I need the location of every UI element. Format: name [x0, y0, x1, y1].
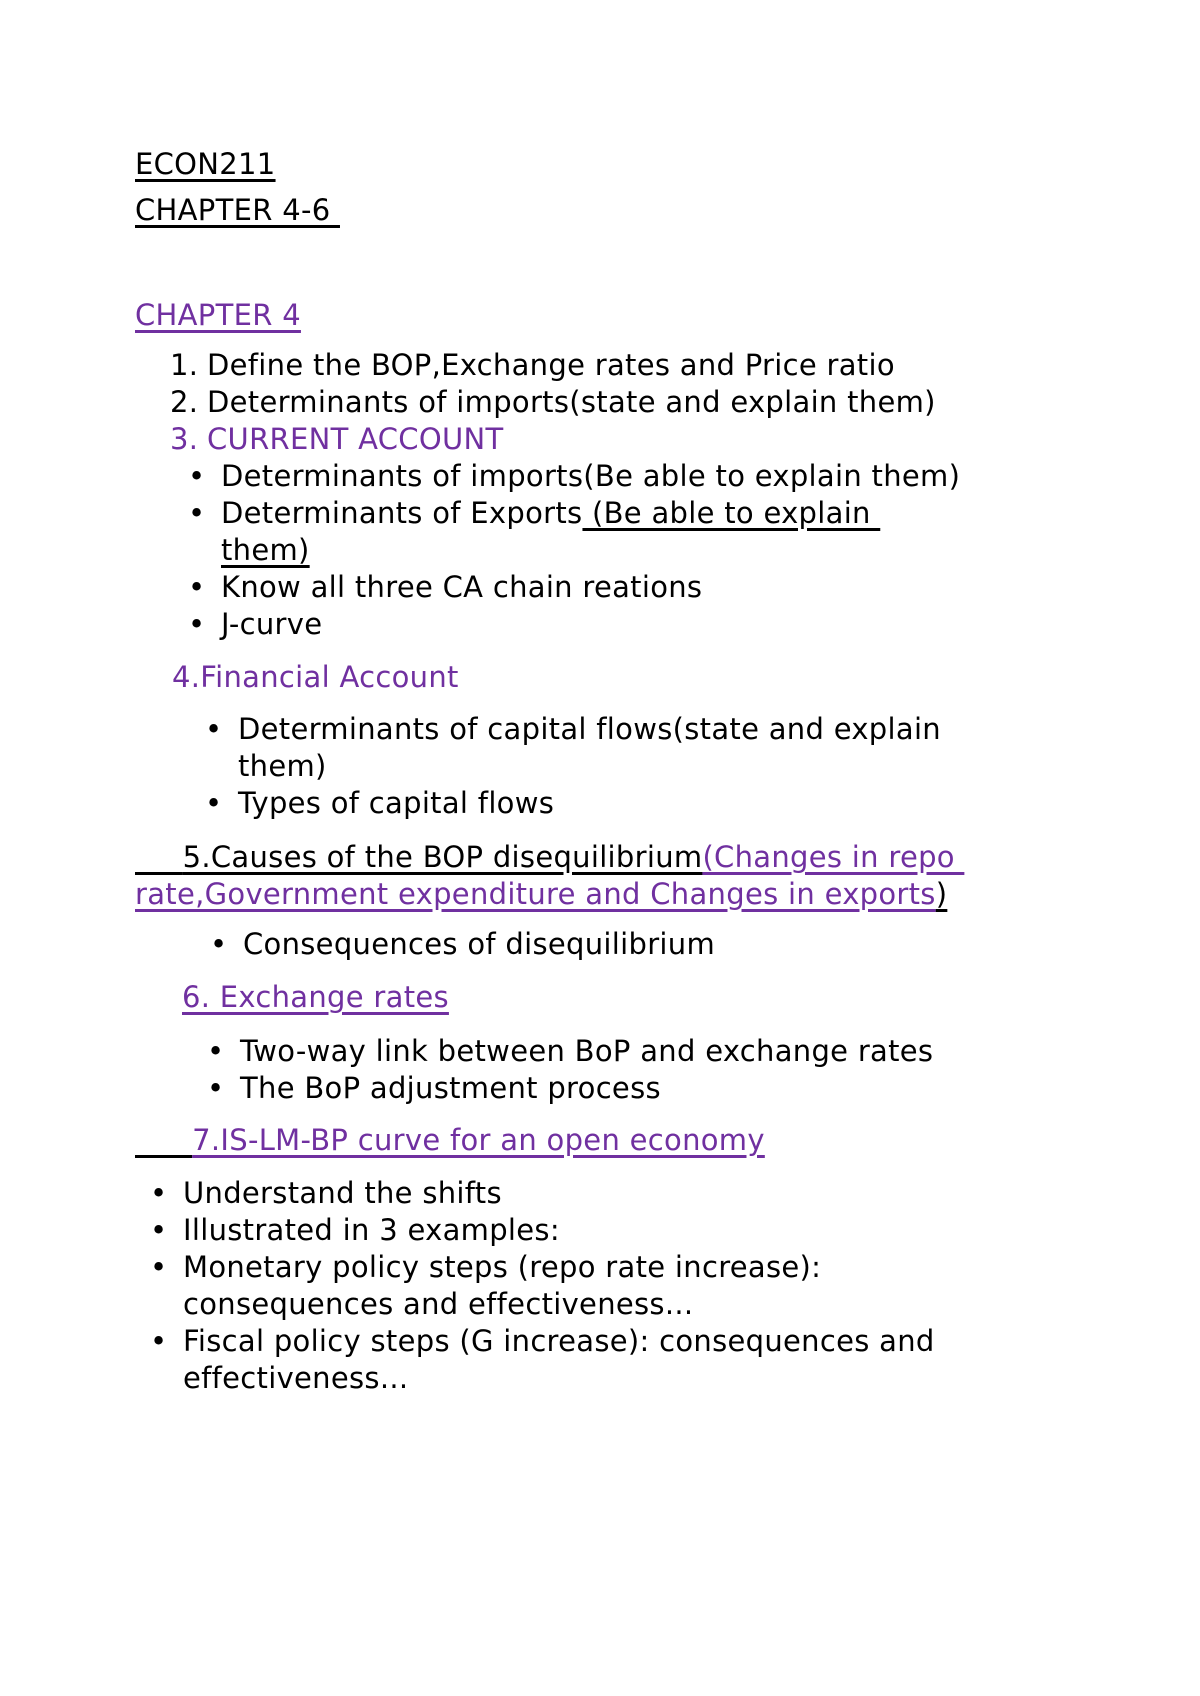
financial-account-heading [172, 659, 1090, 696]
bullet-text-line2: effectiveness... [183, 1361, 409, 1395]
bullet-text-line1: Determinants of capital flows(state and explain [238, 712, 941, 746]
bullet-text: Understand the shifts [183, 1176, 502, 1210]
islmbp-heading-text: 7.IS-LM-BP curve for an open economy [192, 1123, 765, 1157]
bullet-text: J-curve [221, 607, 323, 641]
bullet-text: Determinants of imports(Be able to explain them) [221, 459, 961, 493]
bullet-text-line2: consequences and effectiveness... [183, 1287, 694, 1321]
bullet-icon: • [188, 570, 206, 604]
bullet-item-fiscal-policy [150, 1323, 1090, 1397]
bullet-item-capital-flows-determinants [205, 711, 1090, 785]
exchange-rates-heading [182, 979, 1090, 1016]
bullet-text: Types of capital flows [238, 786, 555, 820]
causes-heading-purple-text-wrap: rate,Government expenditure and Changes in exports [135, 877, 936, 911]
bullet-icon: • [188, 496, 206, 530]
bullet-item-bop-adjustment [207, 1070, 1090, 1107]
item-number: 3. [170, 422, 199, 456]
item-text: Determinants of imports(state and explain them) [207, 385, 936, 419]
bullet-text-line1: Fiscal policy steps (G increase): consequences and [183, 1324, 935, 1358]
bullet-text: Illustrated in 3 examples: [183, 1213, 560, 1247]
bullet-text-underlined: (Be able to explain [582, 496, 881, 530]
bullet-text-line1: Monetary policy steps (repo rate increase): [183, 1250, 822, 1284]
causes-heading-purple-text: (Changes in repo [702, 840, 965, 874]
bullet-icon: • [150, 1250, 168, 1284]
bullet-item-capital-flows-types [205, 785, 1090, 822]
bullet-item-ca-chain-reactions [188, 569, 1090, 606]
course-code-heading [135, 146, 1090, 183]
bullet-text [183, 1249, 1090, 1323]
bullet-text: Two-way link between BoP and exchange rates [240, 1034, 934, 1068]
course-code-text: ECON211 [135, 147, 276, 181]
bullet-icon: • [207, 1034, 225, 1068]
bullet-text-line2: them) [238, 749, 327, 783]
bullet-item-understand-shifts [150, 1175, 1090, 1212]
financial-account-heading-text: 4.Financial Account [172, 660, 459, 694]
item-text: Define the BOP,Exchange rates and Price ratio [207, 348, 895, 382]
bullet-icon: • [150, 1213, 168, 1247]
causes-heading [135, 839, 1090, 913]
bullet-item-determinants-imports [188, 458, 1090, 495]
causes-heading-close-paren: ) [935, 877, 948, 911]
bullet-item-j-curve [188, 606, 1090, 643]
bullet-text: Consequences of disequilibrium [243, 927, 716, 961]
numbered-item-1 [170, 347, 1090, 384]
numbered-item-2 [170, 384, 1090, 421]
bullet-icon: • [207, 1071, 225, 1105]
bullet-icon: • [205, 712, 223, 746]
leading-underline [135, 1123, 192, 1157]
numbered-item-3-current-account [170, 421, 1090, 458]
chapter-range-heading [135, 192, 1090, 229]
causes-heading-black-text: 5.Causes of the BOP disequilibrium [182, 840, 703, 874]
islmbp-heading [135, 1122, 1090, 1159]
bullet-item-illustrated-examples [150, 1212, 1090, 1249]
bullet-text-plain: Determinants of Exports [221, 496, 583, 530]
leading-underline [135, 840, 183, 874]
bullet-item-monetary-policy [150, 1249, 1090, 1323]
item-number: 1. [170, 348, 199, 382]
item-number: 2. [170, 385, 199, 419]
bullet-item-two-way-link [207, 1033, 1090, 1070]
chapter4-heading-text: CHAPTER 4 [135, 298, 301, 332]
bullet-text [221, 495, 1090, 569]
bullet-icon: • [150, 1324, 168, 1358]
bullet-text: Know all three CA chain reations [221, 570, 703, 604]
bullet-item-consequences [210, 926, 1090, 963]
bullet-text-underlined-wrap: them) [221, 533, 310, 567]
exchange-rates-heading-text: 6. Exchange rates [182, 980, 449, 1014]
chapter-range-text: CHAPTER 4-6 [135, 193, 340, 227]
bullet-item-determinants-exports [188, 495, 1090, 569]
bullet-text [238, 711, 1090, 785]
bullet-text [183, 1323, 1090, 1397]
bullet-icon: • [188, 459, 206, 493]
bullet-icon: • [150, 1176, 168, 1210]
bullet-icon: • [188, 607, 206, 641]
item-text: CURRENT ACCOUNT [207, 422, 504, 456]
bullet-icon: • [205, 786, 223, 820]
bullet-text: The BoP adjustment process [240, 1071, 661, 1105]
chapter4-heading [135, 297, 1090, 334]
bullet-icon: • [210, 927, 228, 961]
